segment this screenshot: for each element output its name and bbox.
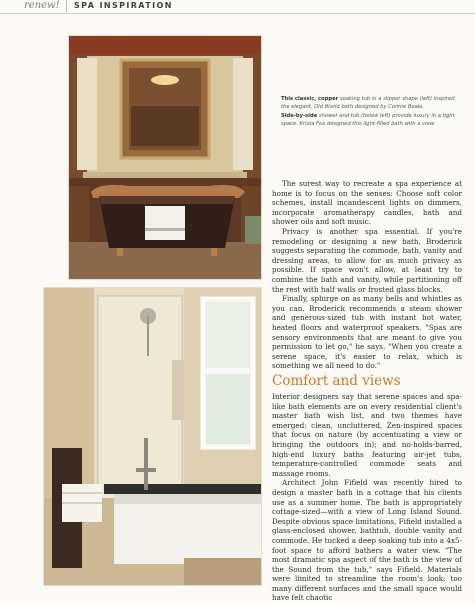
shower-tub-photo [43,287,262,586]
caption-lead-1: This classic, copper [281,96,339,102]
caption-copper-tub [281,96,461,111]
caption-text-1: soaking tub in a slipper shape (left) inspired the elegant, Old World bath designed by Connie Beale. [281,96,455,110]
caption-shower [281,113,461,128]
section-heading: Comfort and views [272,373,401,389]
paragraph: Interior designers say that serene spaces and spa-like bath elements are on every residential client's master bath wish list, and two themes have emerged: clean, uncluttered, Zen-inspired spaces that focus on nature (by accentuating a view or bringing the outdoors in); and no-holds-barred, high-end luxury baths featuring air-jet tubs, temperature-controlled commode seats and massage rooms. [272,392,462,478]
article-body-part-2 [272,392,462,603]
paragraph: The surest way to recreate a spa experience at home is to focus on the senses: Choose soft color schemes, install incandescent lights on dimmers, incorporate aromatherapy candles, bath and shower oils and soft music. [272,179,462,227]
caption-text-2: shower and tub (below left) provide luxury in a tight space. Krista Fox designed this light-filled bath with a view. [281,113,455,127]
article-body-part-1 [272,179,462,371]
magazine-brand: renew! [24,0,60,11]
page-header [0,0,475,14]
paragraph: Privacy is another spa essential. If you're remodeling or designing a new bath, Broderick suggests separating the commode, bath, vanity and dressing areas, to allow for as much privacy as possible. If space won't allow, at least try to combine the bath and vanity, while partitioning off the rest with half walls or frosted glass blocks. [272,226,462,294]
paragraph: Architect John Fifield was recently hired to design a master bath in a cottage that his clients use as a summer home. The bath is appropriately cottage-sized—with a view of Long Island Sound. Despite obvious space limitations, Fifield installed a glass-enclosed shower, bathtub, double vanity and commode. He tucked a deep soaking tub into a 4x5-foot space to afford bathers a water view. "The most dramatic spa aspect of the bath is the view of the Sound from the tub," says Fifield. Materials were limited to streamline the room's look; too many different surfaces and the small space would have felt chaotic [272,478,463,603]
copper-tub-photo [68,35,262,280]
header-rule [0,13,475,14]
photo-caption [281,96,461,130]
caption-lead-2: Side-by-side [281,113,318,120]
paragraph: Finally, splurge on as many bells and whistles as you can. Broderick recommends a steam shower and generous-sized tub with instant hot water, heated floors and waterproof speakers. "Spas are sensory environments that are meant to give you permission to let go," he says. "When you create a serene space, it's easier to relax, which is something we all need to do." [272,294,462,371]
section-title: SPA INSPIRATION [74,1,173,10]
header-divider [66,0,67,12]
